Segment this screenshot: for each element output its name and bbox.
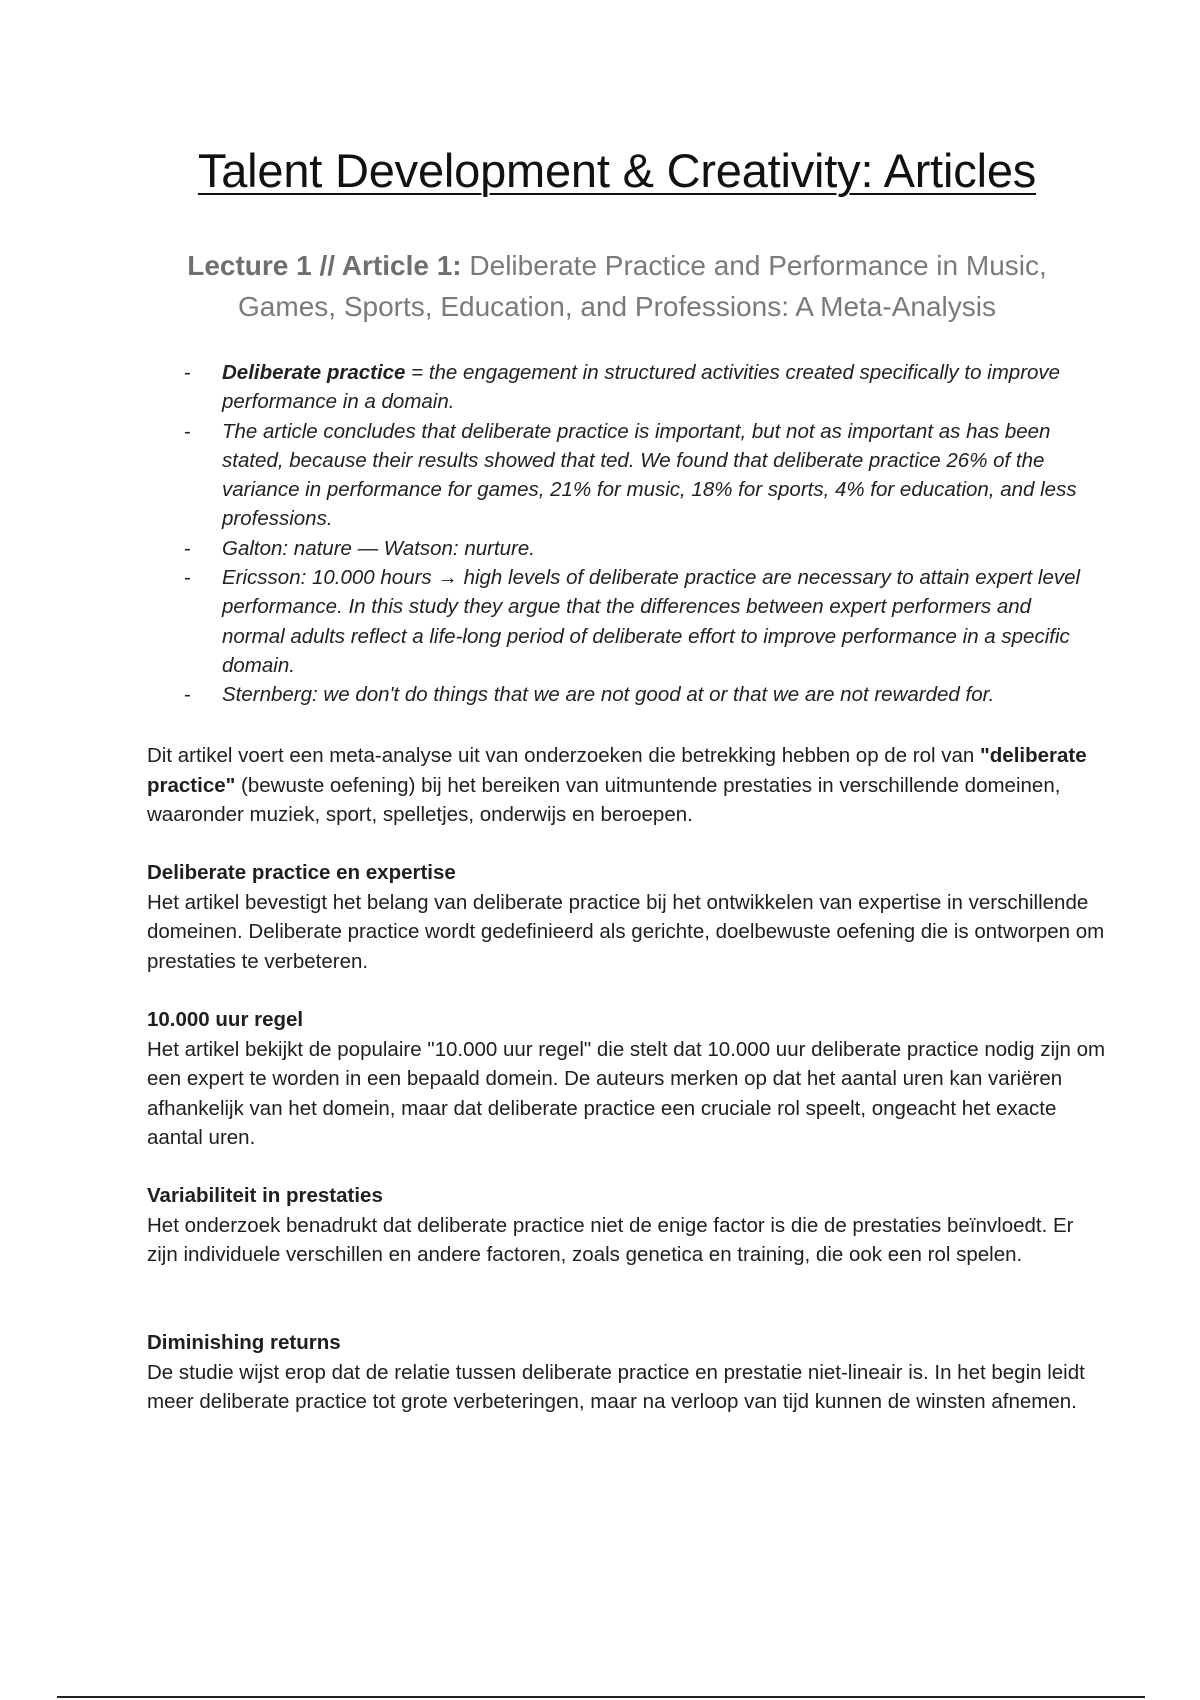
subtitle-rest: Deliberate Practice and Performance in Music, Games, Sports, Education, and Professions: A Meta-Analysis (238, 250, 1047, 322)
section-text: De studie wijst erop dat de relatie tussen deliberate practice en prestatie niet-lineair is. In het begin leidt meer deliberate practice tot grote verbeteringen, maar na verloop van tijd kunnen de winsten afnemen. (147, 1360, 1085, 1413)
bullet-text: Sternberg: we don't do things that we are not good at or that we are not rewarded for. (222, 683, 995, 707)
bullet-bold: Deliberate practice (222, 361, 406, 384)
bullet-dash: - (184, 536, 191, 560)
section-heading: Diminishing returns (147, 1331, 341, 1354)
section-heading: Variabiliteit in prestaties (147, 1184, 383, 1207)
intro-text-after: (bewuste oefening) bij het bereiken van uitmuntende prestaties in verschillende domeinen, waaronder muziek, sport, spelletjes, onderwijs en beroepen. (147, 773, 1061, 826)
intro-text-before: Dit artikel voert een meta-analyse uit van onderzoeken die betrekking hebben op de rol van (147, 744, 981, 767)
article-subtitle (140, 245, 1094, 327)
list-item (178, 534, 1098, 563)
section-heading: Deliberate practice en expertise (147, 861, 456, 884)
section-text: Het onderzoek benadrukt dat deliberate practice niet de enige factor is die de prestaties beïnvloedt. Er zijn individuele verschillen en andere factoren, zoals genetica en training, die ook een rol spelen. (147, 1213, 1074, 1266)
bullet-text: Galton: nature — Watson: nurture. (222, 536, 535, 560)
intro-bold-term: "deliberate practice" (147, 744, 1087, 797)
bullet-text: Ericsson: 10.000 hours → high levels of deliberate practice are necessary to attain expert level performance. In this study they argue that the differences between expert performers and normal adults reflect a life-long period of deliberate effort to improve performance in a specific domain. (222, 566, 1081, 677)
bullet-text: = the engagement in structured activities created specifically to improve performance in a domain. (222, 361, 1061, 414)
section-variability (147, 1181, 1107, 1270)
section-diminishing-returns (147, 1328, 1107, 1417)
bullet-dash: - (184, 361, 191, 384)
bullet-dash: - (184, 683, 191, 707)
bullet-dash: - (184, 566, 191, 590)
section-text: Het artikel bekijkt de populaire "10.000 uur regel" die stelt dat 10.000 uur deliberate practice nodig zijn om een expert te worden in een bepaald domein. De auteurs merken op dat het aantal uren kan variëren afhankelijk van het domein, maar dat deliberate practice een cruciale rol speelt, ongeacht het exacte aantal uren. (147, 1037, 1106, 1149)
list-item (178, 680, 1098, 709)
document-title: Talent Development & Creativity: Articles (197, 144, 1037, 197)
section-text: Het artikel bevestigt het belang van deliberate practice bij het ontwikkelen van expertise in verschillende domeinen. Deliberate practice wordt gedefinieerd als gerichte, doelbewuste oefening die is ontworpen om prestaties te verbeteren. (147, 890, 1105, 973)
section-deliberate-practice (147, 858, 1107, 976)
list-item (178, 417, 1098, 534)
bullet-text: The article concludes that deliberate practice is important, but not as important as has been stated, because their results showed that ted. We found that deliberate practice 26% of the variance in performance for games, 21% for music, 18% for sports, 4% for education, and less professions. (222, 419, 1077, 531)
section-heading: 10.000 uur regel (147, 1008, 304, 1031)
subtitle-lead: Lecture 1 // Article 1: (187, 250, 462, 281)
list-item (178, 563, 1098, 680)
key-points-list (178, 358, 1098, 710)
list-item (178, 358, 1098, 417)
section-10000-hours (147, 1005, 1107, 1153)
bullet-dash: - (184, 419, 191, 443)
footer-divider (57, 1696, 1145, 1698)
intro-paragraph (147, 741, 1107, 830)
